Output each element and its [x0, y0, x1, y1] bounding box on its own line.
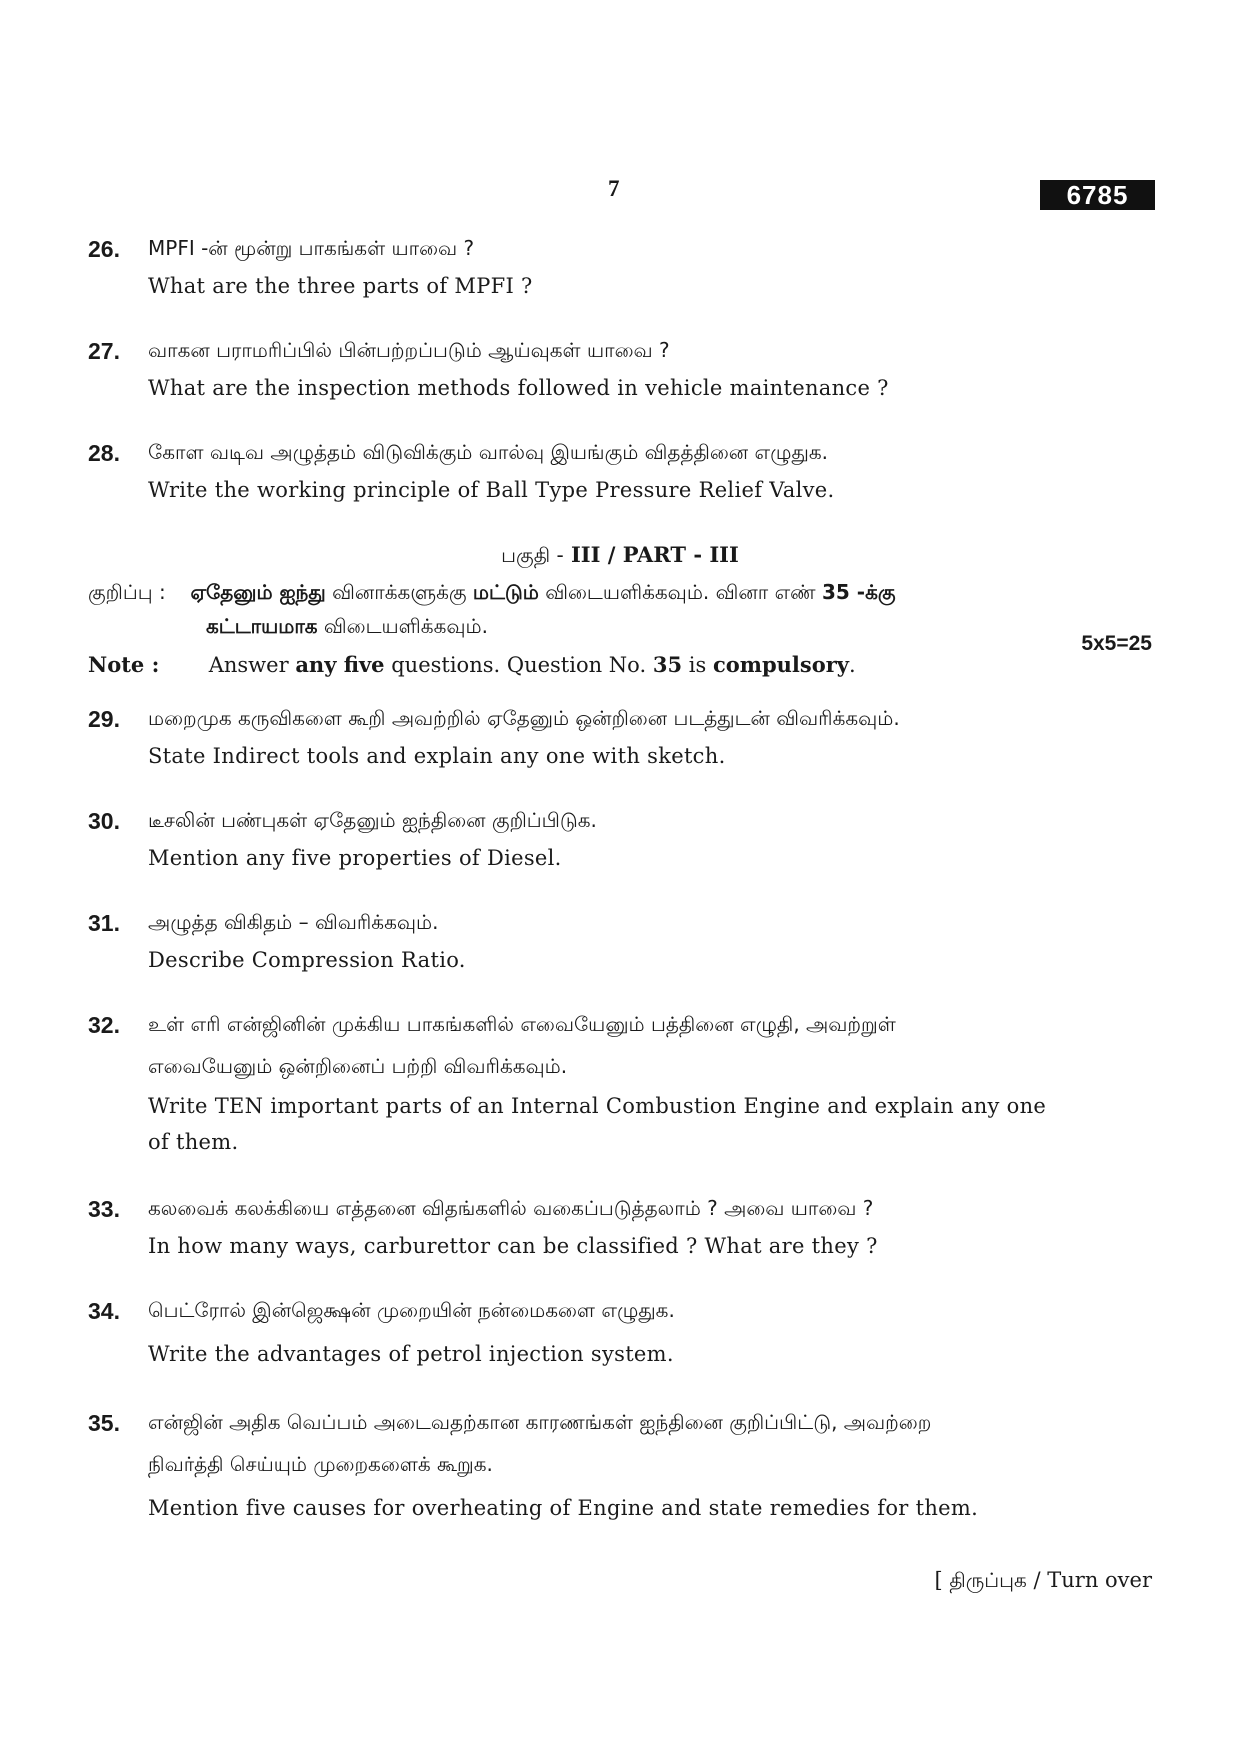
question-tamil: கலவைக் கலக்கியை எத்தனை விதங்களில் வகைப்படுத்தலாம் ? அவை யாவை ?: [148, 1196, 874, 1220]
english-note: [88, 652, 856, 677]
question-tamil: எவையேனும் ஒன்றினைப் பற்றி விவரிக்கவும்.: [148, 1054, 568, 1078]
note-label: Note :: [88, 652, 160, 677]
note-text: questions. Question No.: [391, 653, 647, 677]
question-number: 32.: [88, 1012, 120, 1038]
question-english: Write TEN important parts of an Internal Combustion Engine and explain any one: [148, 1094, 1047, 1118]
question-number: 34.: [88, 1298, 120, 1324]
question-english: What are the three parts of MPFI ?: [148, 274, 533, 298]
question-number: 27.: [88, 338, 120, 364]
tamil-note: [88, 580, 896, 607]
footer-tamil: திருப்புக: [949, 1568, 1027, 1592]
marks-allocation: 5x5=25: [1081, 632, 1152, 655]
note-text: is: [688, 653, 707, 677]
question-english: Describe Compression Ratio.: [148, 948, 466, 972]
question-english: What are the inspection methods followed in vehicle maintenance ?: [148, 376, 889, 400]
tamil-note-emph: கட்டாயமாக: [206, 614, 318, 638]
question-number: 31.: [88, 910, 120, 936]
footer-bracket: [: [934, 1568, 943, 1592]
tamil-note-text: விடையளிக்கவும். வினா எண்: [545, 580, 816, 604]
tamil-note-label: குறிப்பு :: [88, 580, 166, 604]
question-tamil: வாகன பராமரிப்பில் பின்பற்றப்படும் ஆய்வுகள் யாவை ?: [148, 338, 670, 362]
tamil-note-text: வினாக்களுக்கு: [332, 580, 467, 604]
note-emph: any five: [295, 652, 385, 677]
footer-separator: /: [1026, 1568, 1048, 1592]
question-english: State Indirect tools and explain any one with sketch.: [148, 744, 726, 768]
question-number: 29.: [88, 706, 120, 732]
question-number: 28.: [88, 440, 120, 466]
tamil-note-emph: மட்டும்: [472, 580, 539, 604]
part-heading-english: III / PART - III: [570, 542, 739, 567]
question-english: Mention any five properties of Diesel.: [148, 846, 562, 870]
question-number: 30.: [88, 808, 120, 834]
question-tamil: மறைமுக கருவிகளை கூறி அவற்றில் ஏதேனும் ஒன்றினை படத்துடன் விவரிக்கவும்.: [148, 706, 900, 730]
question-tamil: நிவர்த்தி செய்யும் முறைகளைக் கூறுக.: [148, 1452, 493, 1476]
note-emph: compulsory: [712, 652, 849, 677]
question-tamil: அழுத்த விகிதம் – விவரிக்கவும்.: [148, 910, 439, 934]
tamil-note-text: விடையளிக்கவும்.: [323, 614, 488, 638]
turn-over-footer: [934, 1568, 1152, 1595]
page-number: 7: [608, 176, 620, 201]
question-english: Write the working principle of Ball Type Pressure Relief Valve.: [148, 478, 835, 502]
question-tamil: MPFI -ன் மூன்று பாகங்கள் யாவை ?: [148, 236, 475, 260]
footer-english: Turn over: [1047, 1568, 1152, 1592]
part-heading: [0, 542, 1240, 570]
note-emph: 35: [652, 652, 683, 677]
question-tamil: கோள வடிவ அழுத்தம் விடுவிக்கும் வால்வு இயங்கும் விதத்தினை எழுதுக.: [148, 440, 829, 464]
note-text: .: [848, 653, 856, 677]
tamil-note-line2: [206, 614, 488, 641]
question-tamil: பெட்ரோல் இன்ஜெக்ஷன் முறையின் நன்மைகளை எழுதுக.: [148, 1298, 675, 1322]
note-text: Answer: [208, 653, 289, 677]
question-english: Write the advantages of petrol injection system.: [148, 1342, 674, 1366]
tamil-note-emph: 35 -க்கு: [822, 580, 896, 604]
question-tamil: உள் எரி என்ஜினின் முக்கிய பாகங்களில் எவையேனும் பத்தினை எழுதி, அவற்றுள்: [148, 1012, 896, 1036]
question-number: 33.: [88, 1196, 120, 1222]
question-number: 35.: [88, 1410, 120, 1436]
paper-code-badge: 6785: [1040, 180, 1155, 210]
question-english: Mention five causes for overheating of Engine and state remedies for them.: [148, 1496, 979, 1520]
question-tamil: டீசலின் பண்புகள் ஏதேனும் ஐந்தினை குறிப்பிடுக.: [148, 808, 597, 832]
question-english: of them.: [148, 1130, 239, 1154]
question-number: 26.: [88, 236, 120, 262]
question-tamil: என்ஜின் அதிக வெப்பம் அடைவதற்கான காரணங்கள் ஐந்தினை குறிப்பிட்டு, அவற்றை: [148, 1410, 932, 1434]
tamil-note-emph: ஏதேனும் ஐந்து: [190, 580, 326, 604]
question-english: In how many ways, carburettor can be classified ? What are they ?: [148, 1234, 878, 1258]
part-heading-tamil: பகுதி -: [501, 543, 564, 567]
